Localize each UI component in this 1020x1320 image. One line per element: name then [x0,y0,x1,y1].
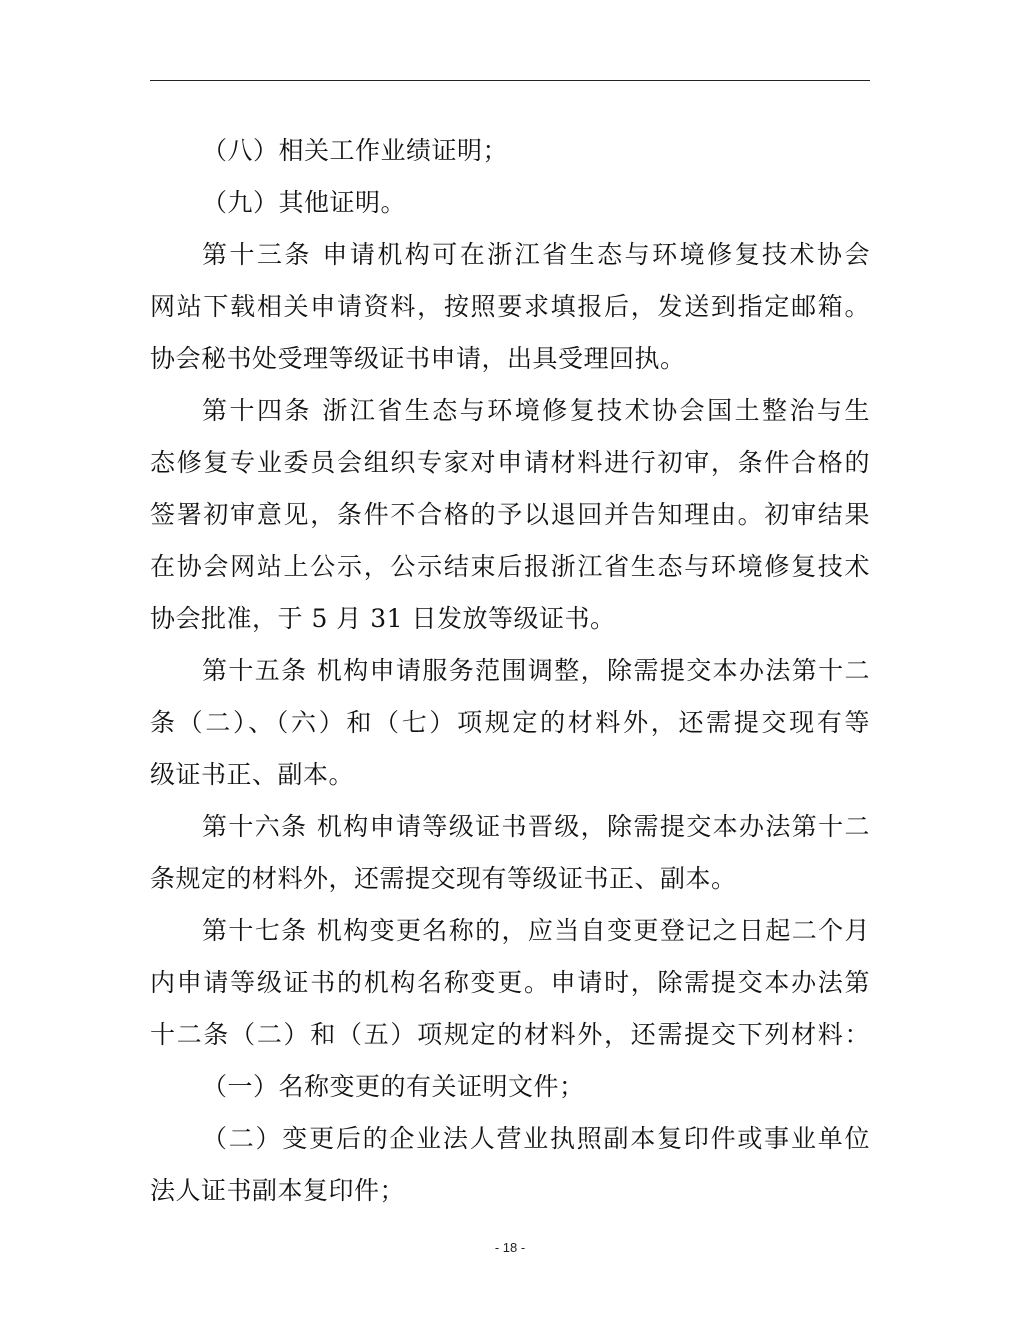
text-line: 签署初审意见，条件不合格的予以退回并告知理由。初审结果 [150,500,870,529]
text-line: 条（二）、（六）和（七）项规定的材料外，还需提交现有等 [150,708,870,737]
text-line: 协会秘书处受理等级证书申请，出具受理回执。 [150,344,686,373]
text-line: （九）其他证明。 [202,188,407,217]
document-body [150,125,870,1217]
text-line: 十二条（二）和（五）项规定的材料外，还需提交下列材料： [150,1020,870,1049]
text-line: 第十三条 申请机构可在浙江省生态与环境修复技术协会 [202,240,870,269]
text-line: 级证书正、副本。 [150,760,355,789]
header-rule [150,80,870,81]
text-line: 第十五条 机构申请服务范围调整，除需提交本办法第十二 [202,656,870,685]
text-line: 内申请等级证书的机构名称变更。申请时，除需提交本办法第 [150,968,870,997]
text-line: 协会批准，于 5 月 31 日发放等级证书。 [150,604,616,633]
text-line: 网站下载相关申请资料，按照要求填报后，发送到指定邮箱。 [150,292,870,321]
text-line: 在协会网站上公示，公示结束后报浙江省生态与环境修复技术 [150,552,870,581]
text-line: 第十四条 浙江省生态与环境修复技术协会国土整治与生 [202,396,870,425]
text-line: 态修复专业委员会组织专家对申请材料进行初审，条件合格的 [150,448,870,477]
page-number: - 18 - [494,1240,526,1255]
text-line: 第十七条 机构变更名称的，应当自变更登记之日起二个月 [202,916,870,945]
text-line: 条规定的材料外，还需提交现有等级证书正、副本。 [150,864,737,893]
text-line: （八）相关工作业绩证明； [202,136,509,165]
text-line: （一）名称变更的有关证明文件； [202,1072,585,1101]
text-line: （二）变更后的企业法人营业执照副本复印件或事业单位 [202,1124,870,1153]
text-line: 法人证书副本复印件； [150,1176,406,1205]
text-line: 第十六条 机构申请等级证书晋级，除需提交本办法第十二 [202,812,870,841]
